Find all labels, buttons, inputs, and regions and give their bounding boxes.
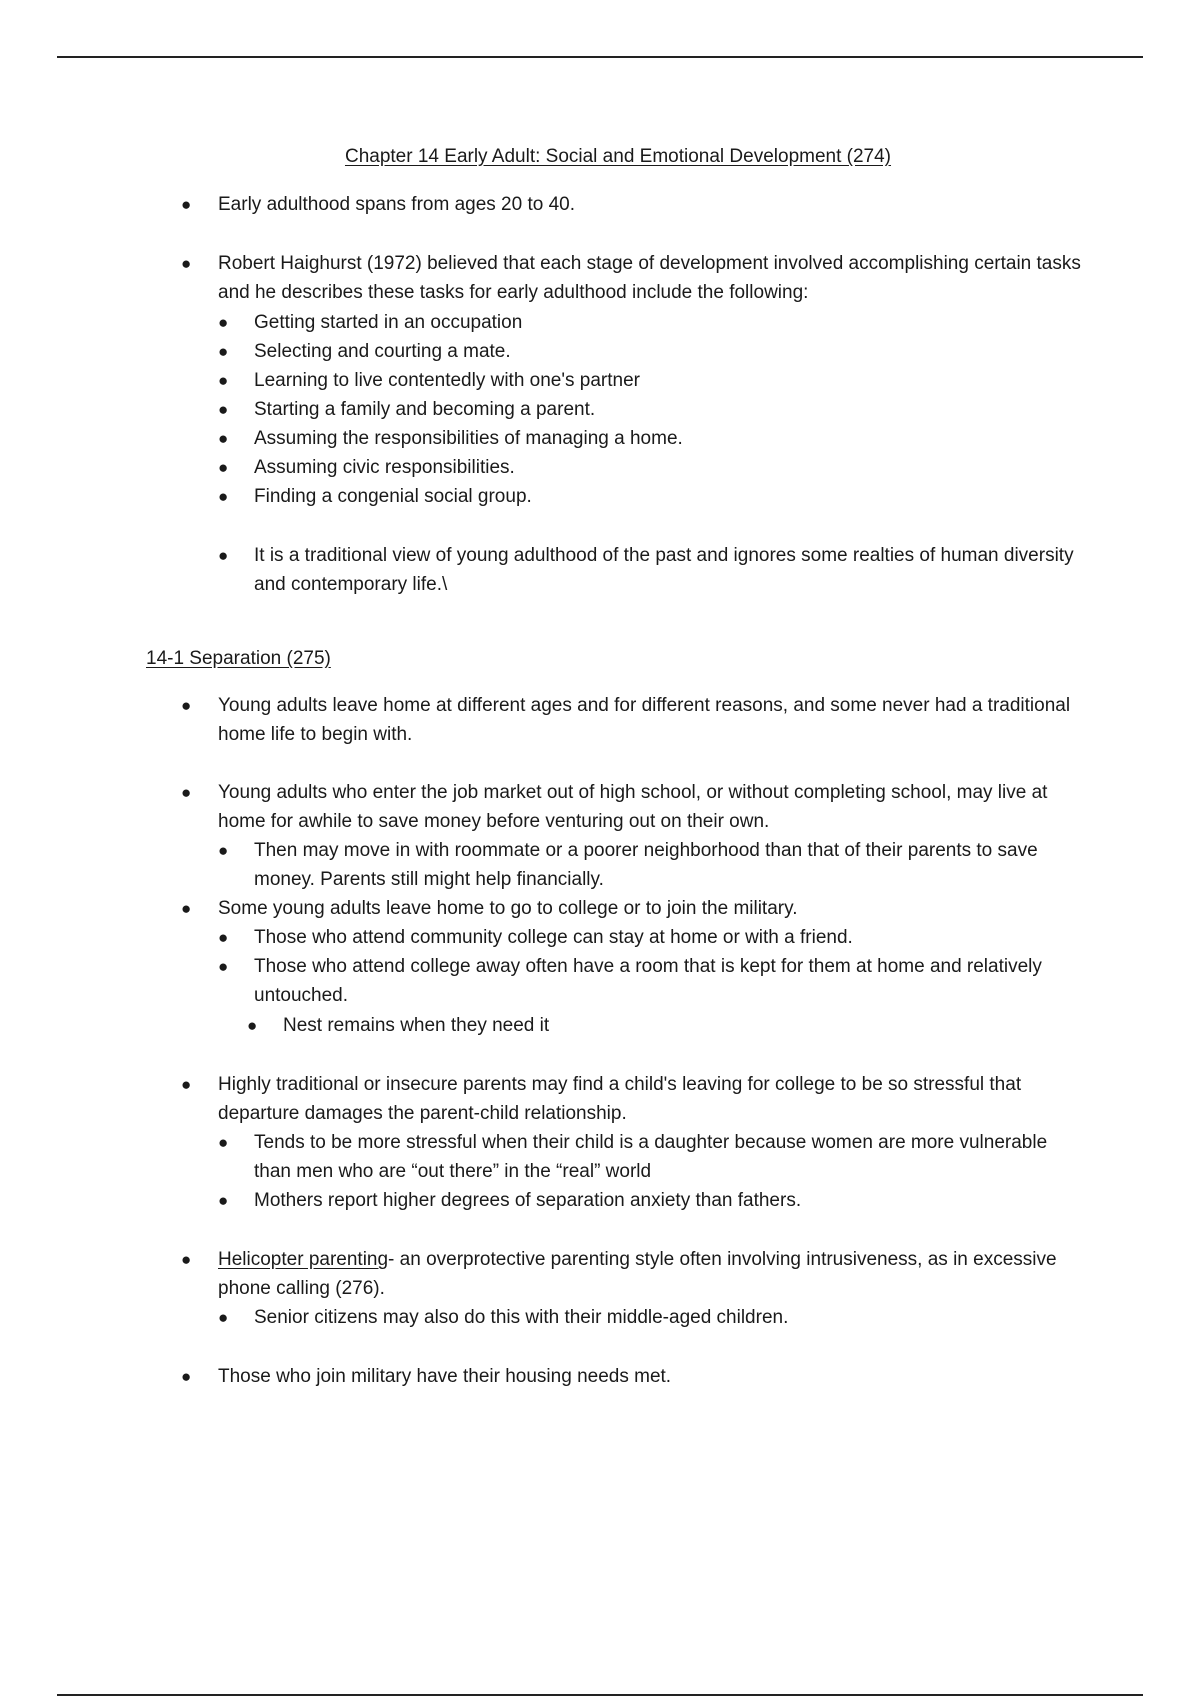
defined-term: Helicopter parenting xyxy=(218,1249,389,1270)
task-item: ● Getting started in an occupation xyxy=(254,308,1084,337)
bullet-icon: ● xyxy=(218,841,229,860)
task-item: ● Assuming civic responsibilities. xyxy=(254,453,1084,482)
bullet-icon: ● xyxy=(247,1016,258,1035)
bullet-icon: ● xyxy=(218,1133,229,1152)
list-item: ● Then may move in with roommate or a poorer neighborhood than that of their parents to save money. Parents still might help financially. xyxy=(254,836,1084,894)
list-item: ● Mothers report higher degrees of separation anxiety than fathers. xyxy=(254,1186,1084,1215)
list-item: ● Young adults leave home at different ages and for different reasons, and some never had a traditional home life to begin with. xyxy=(218,691,1098,749)
task-item: ● Selecting and courting a mate. xyxy=(254,337,1084,366)
task-item: ● Learning to live contentedly with one's partner xyxy=(254,366,1084,395)
list-item: ● Highly traditional or insecure parents may find a child's leaving for college to be so stressful that departure damages the parent-child relationship. xyxy=(218,1070,1098,1128)
list-item: ● Those who attend college away often have a room that is kept for them at home and relatively untouched. xyxy=(254,952,1084,1010)
bullet-icon: ● xyxy=(218,400,229,419)
task-item: ● Assuming the responsibilities of managing a home. xyxy=(254,424,1084,453)
bullet-icon: ● xyxy=(218,313,229,332)
list-item: ● Early adulthood spans from ages 20 to 40. xyxy=(218,190,1098,219)
bullet-icon: ● xyxy=(181,1250,192,1269)
list-item: ● Nest remains when they need it xyxy=(283,1011,1063,1040)
bullet-icon: ● xyxy=(218,1308,229,1327)
bullet-icon: ● xyxy=(181,783,192,802)
bullet-icon: ● xyxy=(218,371,229,390)
list-item: ● It is a traditional view of young adulthood of the past and ignores some realties of human diversity and contemporary life.\ xyxy=(254,541,1084,599)
section-heading: 14-1 Separation (275) xyxy=(146,648,331,669)
bullet-icon: ● xyxy=(181,899,192,918)
bullet-icon: ● xyxy=(181,1367,192,1386)
task-item: ● Finding a congenial social group. xyxy=(254,482,1084,511)
page-title: Chapter 14 Early Adult: Social and Emotional Development (274) xyxy=(344,146,892,167)
bullet-icon: ● xyxy=(218,458,229,477)
bullet-icon: ● xyxy=(181,195,192,214)
bottom-rule xyxy=(57,1694,1143,1696)
list-item: ● Young adults who enter the job market out of high school, or without completing school, may live at home for awhile to save money before venturing out on their own. xyxy=(218,778,1098,836)
bullet-icon: ● xyxy=(218,957,229,976)
list-item: ● Tends to be more stressful when their child is a daughter because women are more vulnerable than men who are “out there” in the “real” world xyxy=(254,1128,1084,1186)
bullet-icon: ● xyxy=(218,429,229,448)
list-item: ● Some young adults leave home to go to college or to join the military. xyxy=(218,894,1098,923)
list-item: ● Those who attend community college can stay at home or with a friend. xyxy=(254,923,1084,952)
list-item: ● Robert Haighurst (1972) believed that each stage of development involved accomplishing certain tasks and he describes these tasks for early adulthood include the following: xyxy=(218,249,1098,307)
list-item: ● Helicopter parenting- an overprotective parenting style often involving intrusiveness, as in excessive phone calling (276). xyxy=(218,1245,1098,1303)
bullet-icon: ● xyxy=(218,342,229,361)
top-rule xyxy=(57,56,1143,58)
bullet-icon: ● xyxy=(181,696,192,715)
bullet-icon: ● xyxy=(218,487,229,506)
bullet-icon: ● xyxy=(218,1191,229,1210)
bullet-icon: ● xyxy=(218,546,229,565)
list-item: ● Those who join military have their housing needs met. xyxy=(218,1362,1098,1391)
bullet-icon: ● xyxy=(181,1075,192,1094)
bullet-icon: ● xyxy=(218,928,229,947)
bullet-icon: ● xyxy=(181,254,192,273)
task-item: ● Starting a family and becoming a parent. xyxy=(254,395,1084,424)
list-item: ● Senior citizens may also do this with their middle-aged children. xyxy=(254,1303,1084,1332)
